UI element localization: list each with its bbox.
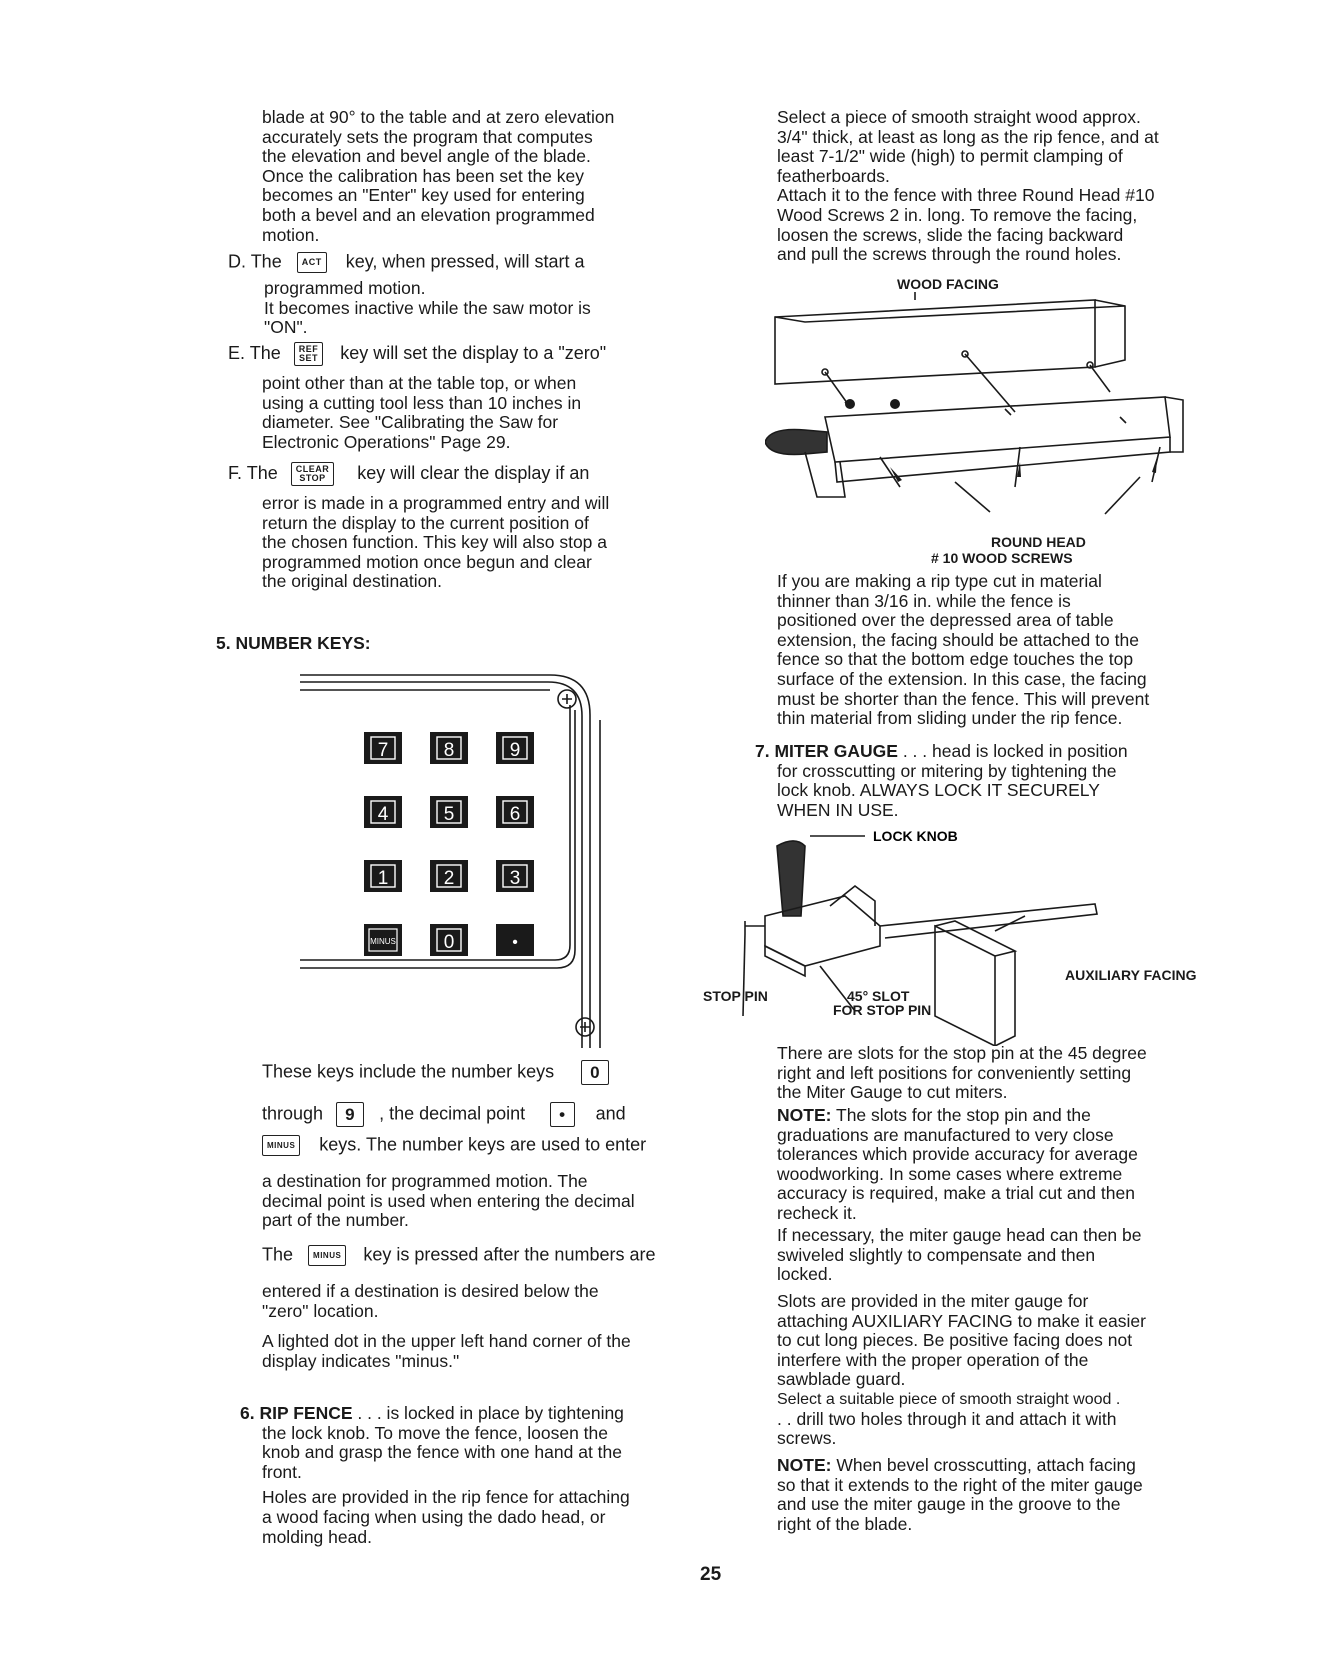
text-line: fence so that the bottom edge touches the top bbox=[777, 649, 1134, 670]
text-line: thinner than 3/16 in. while the fence is bbox=[777, 590, 1071, 611]
minus-key: MINUS bbox=[308, 1245, 346, 1266]
text-line: loosen the screws, slide the facing backward bbox=[777, 224, 1124, 245]
text-run: and bbox=[595, 1103, 626, 1124]
key-label: 5 bbox=[443, 804, 455, 825]
note-label: NOTE: bbox=[777, 1455, 832, 1475]
thin-material-paragraph bbox=[777, 572, 1295, 729]
key-label: 0 bbox=[443, 932, 455, 953]
text-line: woodworking. In some cases where extreme bbox=[777, 1163, 1123, 1184]
act-key: ACT bbox=[297, 252, 327, 273]
number-keys-line-3 bbox=[262, 1135, 702, 1156]
intro-paragraph bbox=[262, 108, 657, 245]
text-line: and use the miter gauge in the groove to the bbox=[777, 1494, 1121, 1515]
text-line: "zero" location. bbox=[262, 1300, 379, 1321]
text-line: the elevation and bevel angle of the blade. bbox=[262, 146, 591, 167]
item-pre: The bbox=[249, 342, 281, 363]
text-line: Select a piece of smooth straight wood approx. bbox=[777, 107, 1141, 127]
key-2 bbox=[430, 860, 468, 892]
slot-label-2: FOR STOP PIN bbox=[833, 1002, 932, 1018]
clear-stop-key bbox=[291, 462, 335, 486]
item-d bbox=[228, 252, 668, 338]
item-marker: D. bbox=[228, 251, 246, 272]
stop-pin-label: STOP PIN bbox=[703, 988, 768, 1004]
auxiliary-facing-label: AUXILIARY FACING bbox=[1065, 967, 1197, 983]
text-run: , the decimal point bbox=[379, 1103, 526, 1124]
text-line: If you are making a rip type cut in material bbox=[777, 571, 1102, 591]
zero-key: 0 bbox=[581, 1060, 609, 1085]
wood-facing-figure bbox=[765, 292, 1285, 532]
section-5-heading bbox=[216, 634, 371, 654]
text-line: Slots are provided in the miter gauge for bbox=[777, 1291, 1089, 1311]
text-line: swiveled slightly to compensate and then bbox=[777, 1244, 1096, 1265]
section-title: NUMBER KEYS: bbox=[235, 633, 371, 653]
text-line: knob and grasp the fence with one hand at the bbox=[262, 1442, 622, 1463]
text-line: It becomes inactive while the saw motor is bbox=[264, 297, 591, 318]
item-e bbox=[228, 342, 668, 452]
text-line: molding head. bbox=[262, 1526, 372, 1547]
text-line: point other than at the table top, or when bbox=[262, 373, 577, 393]
key-label: 9 bbox=[509, 740, 521, 761]
minus-dot-paragraph bbox=[262, 1332, 702, 1371]
nine-key: 9 bbox=[336, 1102, 364, 1127]
text-line: must be shorter than the fence. This will prevent bbox=[777, 688, 1150, 709]
text-line: the Miter Gauge to cut miters. bbox=[777, 1082, 1008, 1103]
section-title-tail: . . . is locked in place by tightening bbox=[352, 1403, 624, 1423]
key-6 bbox=[496, 796, 534, 828]
key-7 bbox=[364, 732, 402, 764]
wood-screws-label: # 10 WOOD SCREWS bbox=[931, 550, 1073, 566]
key-top: CLEAR bbox=[295, 464, 330, 474]
round-head-label: ROUND HEAD bbox=[991, 534, 1086, 550]
text-line: so that it extends to the right of the miter gauge bbox=[777, 1474, 1143, 1495]
text-line: display indicates "minus." bbox=[262, 1350, 460, 1371]
key-label: 8 bbox=[443, 740, 455, 761]
key-label: 4 bbox=[377, 804, 389, 825]
key-top: REF bbox=[298, 344, 319, 354]
text-line: tolerances which provide accuracy for average bbox=[777, 1144, 1138, 1165]
key-label: MINUS bbox=[370, 937, 396, 946]
key-0 bbox=[430, 924, 468, 956]
keypad-keys bbox=[364, 732, 534, 956]
text-line: the original destination. bbox=[262, 571, 442, 592]
section-6 bbox=[240, 1404, 700, 1547]
text-line: programmed motion. bbox=[264, 278, 426, 298]
key-bottom: SET bbox=[298, 353, 318, 363]
text-line: positioned over the depressed area of table bbox=[777, 610, 1114, 631]
text-line: lock knob. ALWAYS LOCK IT SECURELY bbox=[777, 780, 1100, 801]
section-title: RIP FENCE bbox=[259, 1403, 353, 1423]
key-9 bbox=[496, 732, 534, 764]
text-line: attaching AUXILIARY FACING to make it easier bbox=[777, 1310, 1146, 1331]
text-line: graduations are manufactured to very close bbox=[777, 1124, 1114, 1145]
key-8 bbox=[430, 732, 468, 764]
text-line: for crosscutting or mitering by tightening the bbox=[777, 760, 1117, 781]
slots-paragraph bbox=[777, 1044, 1295, 1103]
minus-key: MINUS bbox=[262, 1135, 300, 1156]
text-line: the lock knob. To move the fence, loosen the bbox=[262, 1422, 609, 1443]
ref-set-key bbox=[294, 342, 324, 366]
text-line: becomes an "Enter" key used for entering bbox=[262, 185, 585, 206]
number-keys-line-1 bbox=[262, 1060, 682, 1085]
miter-gauge-figure bbox=[735, 826, 1155, 1046]
text-run: through bbox=[262, 1103, 324, 1124]
key-label: 2 bbox=[443, 868, 455, 889]
lock-knob-label: LOCK KNOB bbox=[873, 828, 958, 844]
text-run: When bevel crosscutting, attach facing bbox=[831, 1455, 1136, 1475]
text-line: surface of the extension. In this case, the facing bbox=[777, 668, 1147, 689]
key-4 bbox=[364, 796, 402, 828]
text-run: The slots for the stop pin and the bbox=[831, 1105, 1091, 1125]
key-bottom: STOP bbox=[299, 473, 326, 483]
minus-key-line bbox=[262, 1245, 702, 1266]
text-line: and pull the screws through the round holes. bbox=[777, 244, 1122, 265]
section-7 bbox=[755, 742, 1300, 820]
note-2 bbox=[777, 1456, 1295, 1534]
decimal-key: • bbox=[550, 1102, 574, 1127]
text-run: keys. The number keys are used to enter bbox=[319, 1134, 647, 1155]
text-line: entered if a destination is desired below the bbox=[262, 1281, 599, 1301]
key-label: 3 bbox=[509, 868, 521, 889]
text-line: There are slots for the stop pin at the 45 degree bbox=[777, 1043, 1147, 1063]
text-line: WHEN IN USE. bbox=[777, 799, 899, 820]
note-1 bbox=[777, 1106, 1295, 1224]
text-run: These keys include the number keys bbox=[262, 1061, 555, 1082]
key-5 bbox=[430, 796, 468, 828]
key-label: • bbox=[512, 934, 518, 951]
text-line: featherboards. bbox=[777, 165, 890, 186]
text-line: blade at 90° to the table and at zero elevation bbox=[262, 107, 615, 127]
text-line: right and left positions for conveniently setting bbox=[777, 1062, 1132, 1083]
text-run: key is pressed after the numbers are bbox=[363, 1244, 656, 1265]
text-line: thin material from sliding under the rip fence. bbox=[777, 708, 1123, 729]
text-line: accurately sets the program that computes bbox=[262, 126, 593, 147]
number-keys-paragraph bbox=[262, 1172, 692, 1231]
text-line: error is made in a programmed entry and will bbox=[262, 493, 610, 513]
key-decimal bbox=[496, 924, 534, 956]
text-line: programmed motion once begun and clear bbox=[262, 551, 592, 572]
item-pre: The bbox=[250, 251, 282, 272]
item-post: key, when pressed, will start a bbox=[345, 251, 585, 272]
item-post: key will clear the display if an bbox=[357, 462, 590, 483]
key-1 bbox=[364, 860, 402, 892]
text-line: return the display to the current position of bbox=[262, 512, 589, 533]
item-marker: F. bbox=[228, 462, 243, 483]
text-line: using a cutting tool less than 10 inches in bbox=[262, 392, 582, 413]
text-line: Attach it to the fence with three Round Head #10 bbox=[777, 185, 1155, 206]
text-line: the chosen function. This key will also stop a bbox=[262, 532, 608, 553]
section-title-tail: . . . head is locked in position bbox=[897, 741, 1128, 761]
text-line: Electronic Operations" Page 29. bbox=[262, 431, 511, 452]
text-line: "ON". bbox=[264, 317, 308, 338]
text-line: locked. bbox=[777, 1264, 833, 1285]
text-line: extension, the facing should be attached to the bbox=[777, 629, 1139, 650]
text-line: . . drill two holes through it and attach it with bbox=[777, 1408, 1117, 1429]
text-line: A lighted dot in the upper left hand corner of the bbox=[262, 1331, 631, 1351]
item-f bbox=[228, 462, 668, 592]
item-marker: E. bbox=[228, 342, 246, 363]
slot-label-1: 45° SLOT bbox=[847, 988, 910, 1004]
text-line: a wood facing when using the dado head, or bbox=[262, 1506, 606, 1527]
text-line: decimal point is used when entering the decimal bbox=[262, 1190, 635, 1211]
note-label: NOTE: bbox=[777, 1105, 832, 1125]
text-line: part of the number. bbox=[262, 1210, 409, 1231]
page-number: 25 bbox=[700, 1564, 722, 1585]
text-line: least 7-1/2" wide (high) to permit clamping of bbox=[777, 146, 1123, 167]
section-marker: 5. bbox=[216, 633, 231, 653]
text-line: screws. bbox=[777, 1428, 837, 1449]
select-paragraph bbox=[777, 108, 1295, 265]
text-line: Wood Screws 2 in. long. To remove the facing, bbox=[777, 204, 1138, 225]
text-line: sawblade guard. bbox=[777, 1369, 906, 1390]
text-line: Select a suitable piece of smooth straight wood . bbox=[777, 1390, 1121, 1408]
section-marker: 7. bbox=[755, 741, 770, 761]
minus-paragraph bbox=[262, 1282, 692, 1321]
item-pre: The bbox=[246, 462, 278, 483]
auxiliary-paragraph bbox=[777, 1292, 1295, 1449]
text-line: a destination for programmed motion. The bbox=[262, 1171, 588, 1191]
key-3 bbox=[496, 860, 534, 892]
text-line: Once the calibration has been set the key bbox=[262, 165, 585, 186]
text-line: right of the blade. bbox=[777, 1513, 913, 1534]
text-line: motion. bbox=[262, 224, 320, 245]
section-marker: 6. bbox=[240, 1403, 255, 1423]
key-label: 7 bbox=[377, 740, 389, 761]
keypad-figure bbox=[300, 670, 620, 1048]
key-label: 1 bbox=[377, 868, 389, 889]
text-line: recheck it. bbox=[777, 1202, 857, 1223]
text-line: front. bbox=[262, 1461, 302, 1482]
text-line: both a bevel and an elevation programmed bbox=[262, 204, 595, 225]
text-line: Holes are provided in the rip fence for attaching bbox=[262, 1487, 630, 1508]
item-post: key will set the display to a "zero" bbox=[340, 342, 607, 363]
key-minus bbox=[364, 924, 402, 956]
text-line: 3/4" thick, at least as long as the rip fence, and at bbox=[777, 126, 1159, 147]
number-keys-line-2 bbox=[262, 1102, 702, 1127]
section-title: MITER GAUGE bbox=[774, 741, 898, 761]
text-line: If necessary, the miter gauge head can then be bbox=[777, 1225, 1142, 1245]
key-label: 6 bbox=[509, 804, 521, 825]
text-line: accuracy is required, make a trial cut and then bbox=[777, 1183, 1135, 1204]
swivel-paragraph bbox=[777, 1226, 1295, 1285]
text-run: The bbox=[262, 1244, 294, 1265]
wood-facing-label: WOOD FACING bbox=[897, 276, 999, 292]
text-line: diameter. See "Calibrating the Saw for bbox=[262, 412, 559, 433]
text-line: interfere with the proper operation of the bbox=[777, 1349, 1089, 1370]
text-line: to cut long pieces. Be positive facing does not bbox=[777, 1330, 1133, 1351]
